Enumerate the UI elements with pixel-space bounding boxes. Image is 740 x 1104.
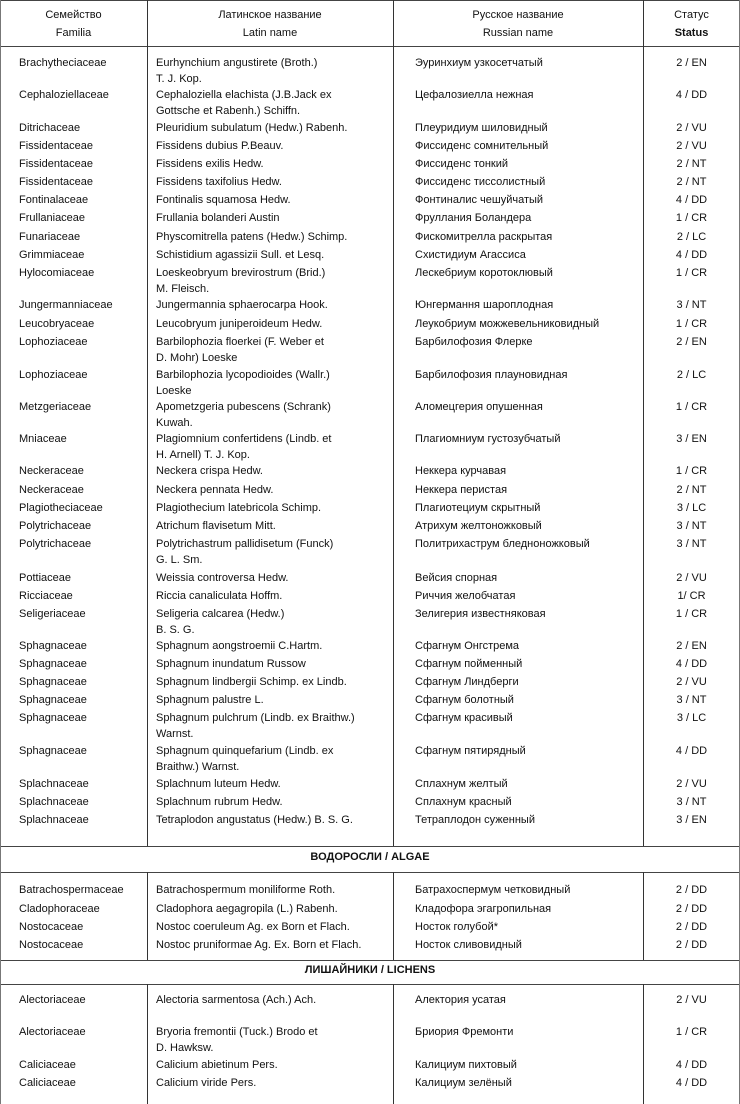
russian-name-cell: Фиссиденс тонкий xyxy=(415,158,509,170)
russian-name-cell: Сплахнум красный xyxy=(415,796,512,808)
latin-name-cell: M. Fleisch. xyxy=(156,283,210,295)
family-cell: Polytrichaceae xyxy=(19,538,92,550)
latin-name-cell: Apometzgeria pubescens (Schrank) xyxy=(156,401,331,413)
family-cell: Brachytheciaceae xyxy=(19,57,107,69)
section-title-lichens: ЛИШАЙНИКИ / LICHENS xyxy=(304,964,436,976)
column-divider xyxy=(147,984,148,1104)
russian-name-cell: Атрихум желтоножковый xyxy=(415,520,542,532)
status-cell: 1 / CR xyxy=(675,401,708,413)
column-divider xyxy=(393,0,394,846)
status-cell: 1/ CR xyxy=(677,590,706,602)
family-cell: Fissidentaceae xyxy=(19,140,93,152)
russian-name-cell: Схистидиум Агассиса xyxy=(415,249,526,261)
latin-name-cell: Splachnum rubrum Hedw. xyxy=(156,796,283,808)
russian-name-cell: Сплахнум желтый xyxy=(415,778,508,790)
latin-name-cell: Fontinalis squamosa Hedw. xyxy=(156,194,291,206)
status-cell: 1 / CR xyxy=(675,318,708,330)
latin-name-cell: D. Hawksw. xyxy=(156,1042,214,1054)
latin-name-cell: Gottsche et Rabenh.) Schiffn. xyxy=(156,105,301,117)
family-cell: Sphagnaceae xyxy=(19,676,87,688)
latin-name-cell: Seligeria calcarea (Hedw.) xyxy=(156,608,285,620)
header-family-ru: Семейство xyxy=(45,9,102,21)
latin-name-cell: Weissia controversa Hedw. xyxy=(156,572,289,584)
latin-name-cell: B. S. G. xyxy=(156,624,195,636)
latin-name-cell: Neckera crispa Hedw. xyxy=(156,465,263,477)
latin-name-cell: Alectoria sarmentosa (Ach.) Ach. xyxy=(156,994,317,1006)
family-cell: Lophoziaceae xyxy=(19,369,88,381)
russian-name-cell: Фискомитрелла раскрытая xyxy=(415,231,553,243)
status-cell: 2 / EN xyxy=(676,336,707,348)
russian-name-cell: Эуринхиум узкосетчатый xyxy=(415,57,543,69)
latin-name-cell: Pleuridium subulatum (Hedw.) Rabenh. xyxy=(156,122,348,134)
status-cell: 2 / DD xyxy=(675,884,708,896)
latin-name-cell: Batrachospermum moniliforme Roth. xyxy=(156,884,336,896)
status-cell: 2 / VU xyxy=(676,572,707,584)
row-divider xyxy=(0,846,740,847)
latin-name-cell: Sphagnum pulchrum (Lindb. ex Braithw.) xyxy=(156,712,355,724)
status-cell: 4 / DD xyxy=(675,1077,708,1089)
russian-name-cell: Сфагнум пойменный xyxy=(415,658,523,670)
family-cell: Leucobryaceae xyxy=(19,318,95,330)
latin-name-cell: Calicium abietinum Pers. xyxy=(156,1059,278,1071)
header-divider xyxy=(0,46,740,47)
russian-name-cell: Фруллания Боландера xyxy=(415,212,532,224)
header-latin xyxy=(147,6,393,42)
status-cell: 2 / VU xyxy=(676,676,707,688)
family-cell: Sphagnaceae xyxy=(19,712,87,724)
status-cell: 2 / VU xyxy=(676,778,707,790)
russian-name-cell: Кладофора эгагропильная xyxy=(415,903,552,915)
column-divider xyxy=(393,984,394,1104)
latin-name-cell: Jungermannia sphaerocarpa Hook. xyxy=(156,299,328,311)
latin-name-cell: D. Mohr) Loeske xyxy=(156,352,238,364)
header-family xyxy=(0,6,147,42)
status-cell: 4 / DD xyxy=(675,1059,708,1071)
family-cell: Caliciaceae xyxy=(19,1077,76,1089)
family-cell: Ricciaceae xyxy=(19,590,73,602)
family-cell: Sphagnaceae xyxy=(19,694,87,706)
status-cell: 3 / NT xyxy=(676,538,707,550)
latin-name-cell: Fissidens exilis Hedw. xyxy=(156,158,264,170)
header-latin-ru: Латинское название xyxy=(218,9,322,21)
latin-name-cell: Bryoria fremontii (Tuck.) Brodo et xyxy=(156,1026,318,1038)
russian-name-cell: Барбилофозия Флерке xyxy=(415,336,533,348)
column-divider xyxy=(393,872,394,960)
status-cell: 1 / CR xyxy=(675,267,708,279)
header-status xyxy=(643,6,740,42)
family-cell: Hylocomiaceae xyxy=(19,267,95,279)
status-cell: 2 / DD xyxy=(675,921,708,933)
family-cell: Nostocaceae xyxy=(19,921,84,933)
latin-name-cell: Sphagnum palustre L. xyxy=(156,694,264,706)
russian-name-cell: Тетраплодон суженный xyxy=(415,814,535,826)
table-outer-border xyxy=(0,0,1,1104)
header-status-ru: Статус xyxy=(674,9,709,21)
latin-name-cell: Braithw.) Warnst. xyxy=(156,761,240,773)
russian-name-cell: Риччия желобчатая xyxy=(415,590,516,602)
russian-name-cell: Сфагнум красивый xyxy=(415,712,513,724)
russian-name-cell: Носток сливовидный xyxy=(415,939,522,951)
family-cell: Funariaceae xyxy=(19,231,81,243)
family-cell: Splachnaceae xyxy=(19,796,89,808)
latin-name-cell: Eurhynchium angustirete (Broth.) xyxy=(156,57,318,69)
latin-name-cell: Sphagnum quinquefarium (Lindb. ex xyxy=(156,745,334,757)
russian-name-cell: Бриория Фремонти xyxy=(415,1026,514,1038)
table-top-border xyxy=(0,0,740,1)
status-cell: 4 / DD xyxy=(675,249,708,261)
family-cell: Polytrichaceae xyxy=(19,520,92,532)
family-cell: Caliciaceae xyxy=(19,1059,76,1071)
status-cell: 3 / LC xyxy=(676,502,707,514)
family-cell: Seligeriaceae xyxy=(19,608,86,620)
column-divider xyxy=(147,872,148,960)
family-cell: Jungermanniaceae xyxy=(19,299,113,311)
russian-name-cell: Плеуридиум шиловидный xyxy=(415,122,548,134)
latin-name-cell: Loeskeobryum brevirostrum (Brid.) xyxy=(156,267,326,279)
russian-name-cell: Сфагнум болотный xyxy=(415,694,514,706)
russian-name-cell: Леукобриум можжевельниковидный xyxy=(415,318,600,330)
family-cell: Mniaceae xyxy=(19,433,67,445)
family-cell: Grimmiaceae xyxy=(19,249,85,261)
latin-name-cell: Barbilophozia floerkei (F. Weber et xyxy=(156,336,324,348)
russian-name-cell: Зелигерия известняковая xyxy=(415,608,546,620)
family-cell: Lophoziaceae xyxy=(19,336,88,348)
latin-name-cell: Sphagnum lindbergii Schimp. ex Lindb. xyxy=(156,676,347,688)
latin-name-cell: Neckera pennata Hedw. xyxy=(156,484,274,496)
family-cell: Fissidentaceae xyxy=(19,176,93,188)
family-cell: Splachnaceae xyxy=(19,778,89,790)
status-cell: 2 / EN xyxy=(676,57,707,69)
russian-name-cell: Плагиомниум густозубчатый xyxy=(415,433,561,445)
header-russian-ru: Русское название xyxy=(472,9,564,21)
status-cell: 4 / DD xyxy=(675,89,708,101)
row-divider xyxy=(0,872,740,873)
latin-name-cell: Sphagnum inundatum Russow xyxy=(156,658,306,670)
column-divider xyxy=(147,0,148,846)
russian-name-cell: Сфагнум пятирядный xyxy=(415,745,526,757)
russian-name-cell: Сфагнум Линдберги xyxy=(415,676,519,688)
latin-name-cell: Fissidens taxifolius Hedw. xyxy=(156,176,282,188)
family-cell: Nostocaceae xyxy=(19,939,84,951)
family-cell: Alectoriaceae xyxy=(19,994,86,1006)
russian-name-cell: Калициум зелёный xyxy=(415,1077,512,1089)
header-russian xyxy=(393,6,643,42)
status-cell: 3 / NT xyxy=(676,299,707,311)
family-cell: Sphagnaceae xyxy=(19,745,87,757)
russian-name-cell: Цефалозиелла нежная xyxy=(415,89,534,101)
section-title-algae: ВОДОРОСЛИ / ALGAE xyxy=(310,851,430,863)
russian-name-cell: Носток голубой* xyxy=(415,921,498,933)
status-cell: 3 / NT xyxy=(676,520,707,532)
header-status-en: Status xyxy=(674,27,709,39)
status-cell: 2 / LC xyxy=(676,231,707,243)
family-cell: Ditrichaceae xyxy=(19,122,81,134)
family-cell: Neckeraceae xyxy=(19,484,84,496)
latin-name-cell: Schistidium agassizii Sull. et Lesq. xyxy=(156,249,325,261)
russian-name-cell: Алектория усатая xyxy=(415,994,506,1006)
row-divider xyxy=(0,984,740,985)
russian-name-cell: Фиссиденс сомнительный xyxy=(415,140,549,152)
family-cell: Cladophoraceae xyxy=(19,903,100,915)
latin-name-cell: Fissidens dubius P.Beauv. xyxy=(156,140,284,152)
status-cell: 2 / NT xyxy=(676,176,707,188)
status-cell: 1 / CR xyxy=(675,465,708,477)
row-divider xyxy=(0,960,740,961)
status-cell: 3 / EN xyxy=(676,433,707,445)
column-divider xyxy=(643,872,644,960)
family-cell: Fontinalaceae xyxy=(19,194,89,206)
family-cell: Cephaloziellaceae xyxy=(19,89,109,101)
latin-name-cell: Physcomitrella patens (Hedw.) Schimp. xyxy=(156,231,348,243)
family-cell: Sphagnaceae xyxy=(19,640,87,652)
family-cell: Sphagnaceae xyxy=(19,658,87,670)
latin-name-cell: Nostoc pruniformae Ag. Ex. Born et Flach. xyxy=(156,939,362,951)
latin-name-cell: Plagiothecium latebricola Schimp. xyxy=(156,502,322,514)
russian-name-cell: Лескебриум коротоклювый xyxy=(415,267,553,279)
status-cell: 2 / DD xyxy=(675,939,708,951)
latin-name-cell: Polytrichastrum pallidisetum (Funck) xyxy=(156,538,334,550)
latin-name-cell: Riccia canaliculata Hoffm. xyxy=(156,590,283,602)
russian-name-cell: Юнгермання шароплодная xyxy=(415,299,554,311)
column-divider xyxy=(643,0,644,846)
russian-name-cell: Вейсия спорная xyxy=(415,572,498,584)
russian-name-cell: Аломецгерия опушенная xyxy=(415,401,543,413)
latin-name-cell: T. J. Kop. xyxy=(156,73,202,85)
status-cell: 1 / CR xyxy=(675,608,708,620)
latin-name-cell: Atrichum flavisetum Mitt. xyxy=(156,520,276,532)
status-cell: 2 / DD xyxy=(675,903,708,915)
latin-name-cell: Cladophora aegagropila (L.) Rabenh. xyxy=(156,903,338,915)
status-cell: 4 / DD xyxy=(675,745,708,757)
latin-name-cell: Sphagnum aongstroemii C.Hartm. xyxy=(156,640,323,652)
status-cell: 3 / LC xyxy=(676,712,707,724)
status-cell: 4 / DD xyxy=(675,658,708,670)
header-russian-en: Russian name xyxy=(482,27,554,39)
status-cell: 1 / CR xyxy=(675,1026,708,1038)
latin-name-cell: Frullania bolanderi Austin xyxy=(156,212,280,224)
latin-name-cell: Plagiomnium confertidens (Lindb. et xyxy=(156,433,332,445)
latin-name-cell: Cephaloziella elachista (J.B.Jack ex xyxy=(156,89,332,101)
latin-name-cell: Kuwah. xyxy=(156,417,193,429)
family-cell: Alectoriaceae xyxy=(19,1026,86,1038)
latin-name-cell: Barbilophozia lycopodioides (Wallr.) xyxy=(156,369,330,381)
column-divider xyxy=(643,984,644,1104)
status-cell: 2 / VU xyxy=(676,994,707,1006)
family-cell: Pottiaceae xyxy=(19,572,71,584)
latin-name-cell: Leucobryum juniperoideum Hedw. xyxy=(156,318,323,330)
latin-name-cell: Calicium viride Pers. xyxy=(156,1077,257,1089)
status-cell: 2 / NT xyxy=(676,158,707,170)
russian-name-cell: Сфагнум Онгстрема xyxy=(415,640,520,652)
latin-name-cell: Nostoc coeruleum Ag. ex Born et Flach. xyxy=(156,921,350,933)
status-cell: 3 / NT xyxy=(676,796,707,808)
status-cell: 2 / NT xyxy=(676,484,707,496)
latin-name-cell: Tetraplodon angustatus (Hedw.) B. S. G. xyxy=(156,814,353,826)
latin-name-cell: G. L. Sm. xyxy=(156,554,203,566)
latin-name-cell: Splachnum luteum Hedw. xyxy=(156,778,281,790)
russian-name-cell: Неккера курчавая xyxy=(415,465,507,477)
russian-name-cell: Фонтиналис чешуйчатый xyxy=(415,194,544,206)
latin-name-cell: Warnst. xyxy=(156,728,194,740)
status-cell: 4 / DD xyxy=(675,194,708,206)
latin-name-cell: H. Arnell) T. J. Kop. xyxy=(156,449,250,461)
status-cell: 3 / NT xyxy=(676,694,707,706)
family-cell: Neckeraceae xyxy=(19,465,84,477)
status-cell: 1 / CR xyxy=(675,212,708,224)
header-latin-en: Latin name xyxy=(242,27,298,39)
status-cell: 2 / VU xyxy=(676,122,707,134)
status-cell: 2 / EN xyxy=(676,640,707,652)
russian-name-cell: Неккера перистая xyxy=(415,484,508,496)
russian-name-cell: Политрихаструм бледноножковый xyxy=(415,538,590,550)
status-cell: 2 / LC xyxy=(676,369,707,381)
russian-name-cell: Батрахоспермум четковидный xyxy=(415,884,571,896)
status-cell: 2 / VU xyxy=(676,140,707,152)
russian-name-cell: Фиссиденс тиссолистный xyxy=(415,176,546,188)
family-cell: Frullaniaceae xyxy=(19,212,86,224)
header-family-en: Familia xyxy=(55,27,92,39)
family-cell: Plagiotheciaceae xyxy=(19,502,103,514)
russian-name-cell: Барбилофозия плауновидная xyxy=(415,369,568,381)
russian-name-cell: Плагиотециум скрытный xyxy=(415,502,541,514)
family-cell: Fissidentaceae xyxy=(19,158,93,170)
latin-name-cell: Loeske xyxy=(156,385,192,397)
status-cell: 3 / EN xyxy=(676,814,707,826)
russian-name-cell: Калициум пихтовый xyxy=(415,1059,517,1071)
family-cell: Batrachospermaceae xyxy=(19,884,124,896)
family-cell: Splachnaceae xyxy=(19,814,89,826)
family-cell: Metzgeriaceae xyxy=(19,401,92,413)
